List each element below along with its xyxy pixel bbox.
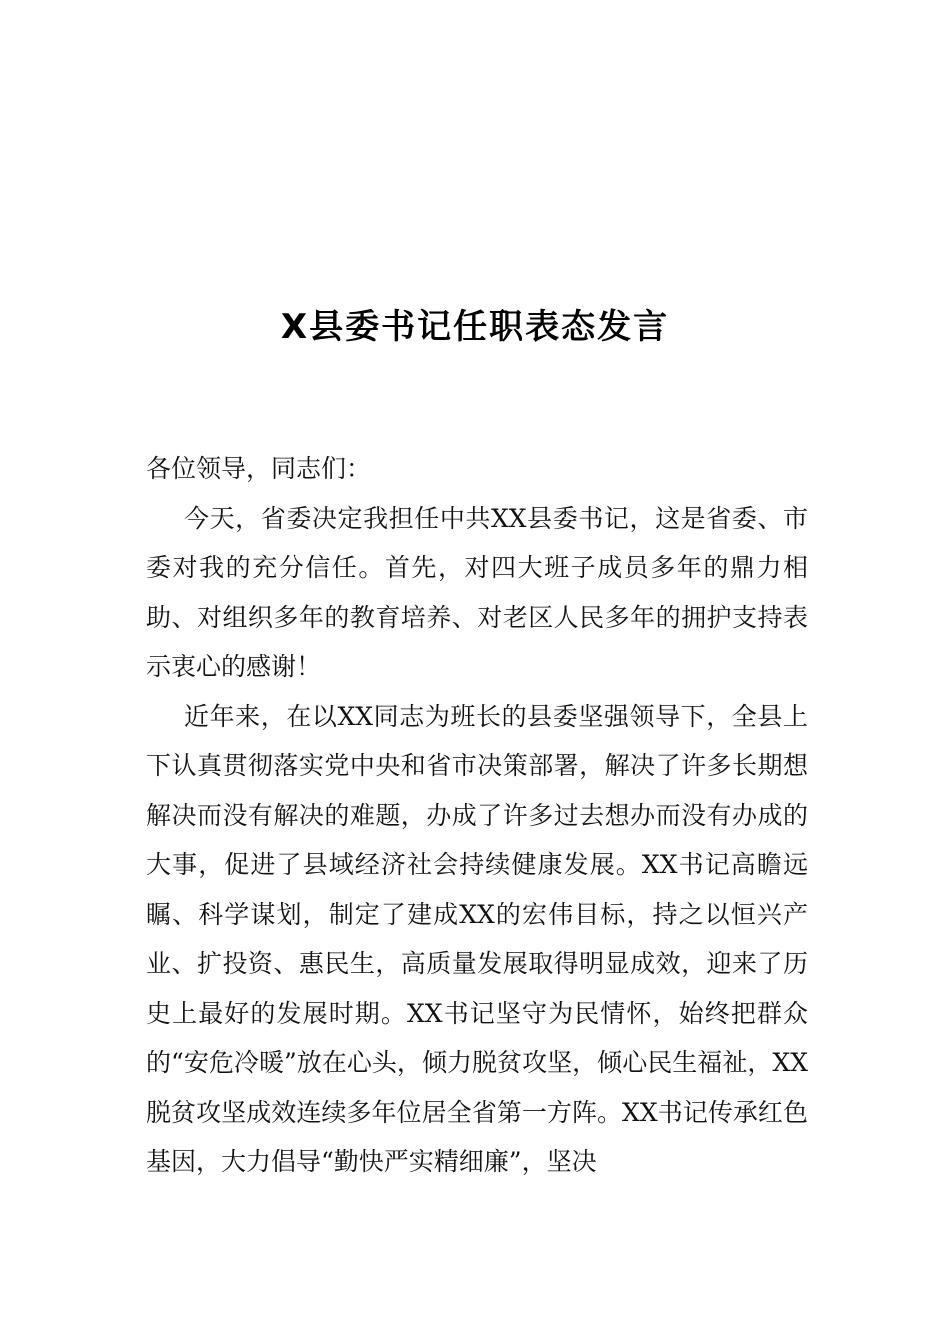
- document-title: X县委书记任职表态发言: [280, 307, 670, 347]
- document-body: [146, 444, 808, 1187]
- paragraph-1: 今天，省委决定我担任中共XX县委书记，这是省委、市委对我的充分信任。首先，对四大班子成员多年的鼎力相助、对组织多年的教育培养、对老区人民多年的拥护支持表示衷心的感谢！: [146, 503, 808, 681]
- salutation: 各位领导，同志们：: [146, 454, 372, 483]
- paragraph-2: 近年来，在以XX同志为班长的县委坚强领导下，全县上下认真贯彻落实党中央和省市决策部署，解决了许多长期想解决而没有解决的难题，办成了许多过去想办而没有办成的大事，促进了县域经济社会持续健康发展。XX书记高瞻远瞩、科学谋划，制定了建成XX的宏伟目标，持之以恒兴产业、扩投资、惠民生，高质量发展取得明显成效，迎来了历史上最好的发展时期。XX书记坚守为民情怀，始终把群众的“安危冷暖”放在心头，倾力脱贫攻坚，倾心民生福祉，XX脱贫攻坚成效连续多年位居全省第一方阵。XX书记传承红色基因，大力倡导“勤快严实精细廉”，坚决: [146, 701, 808, 1176]
